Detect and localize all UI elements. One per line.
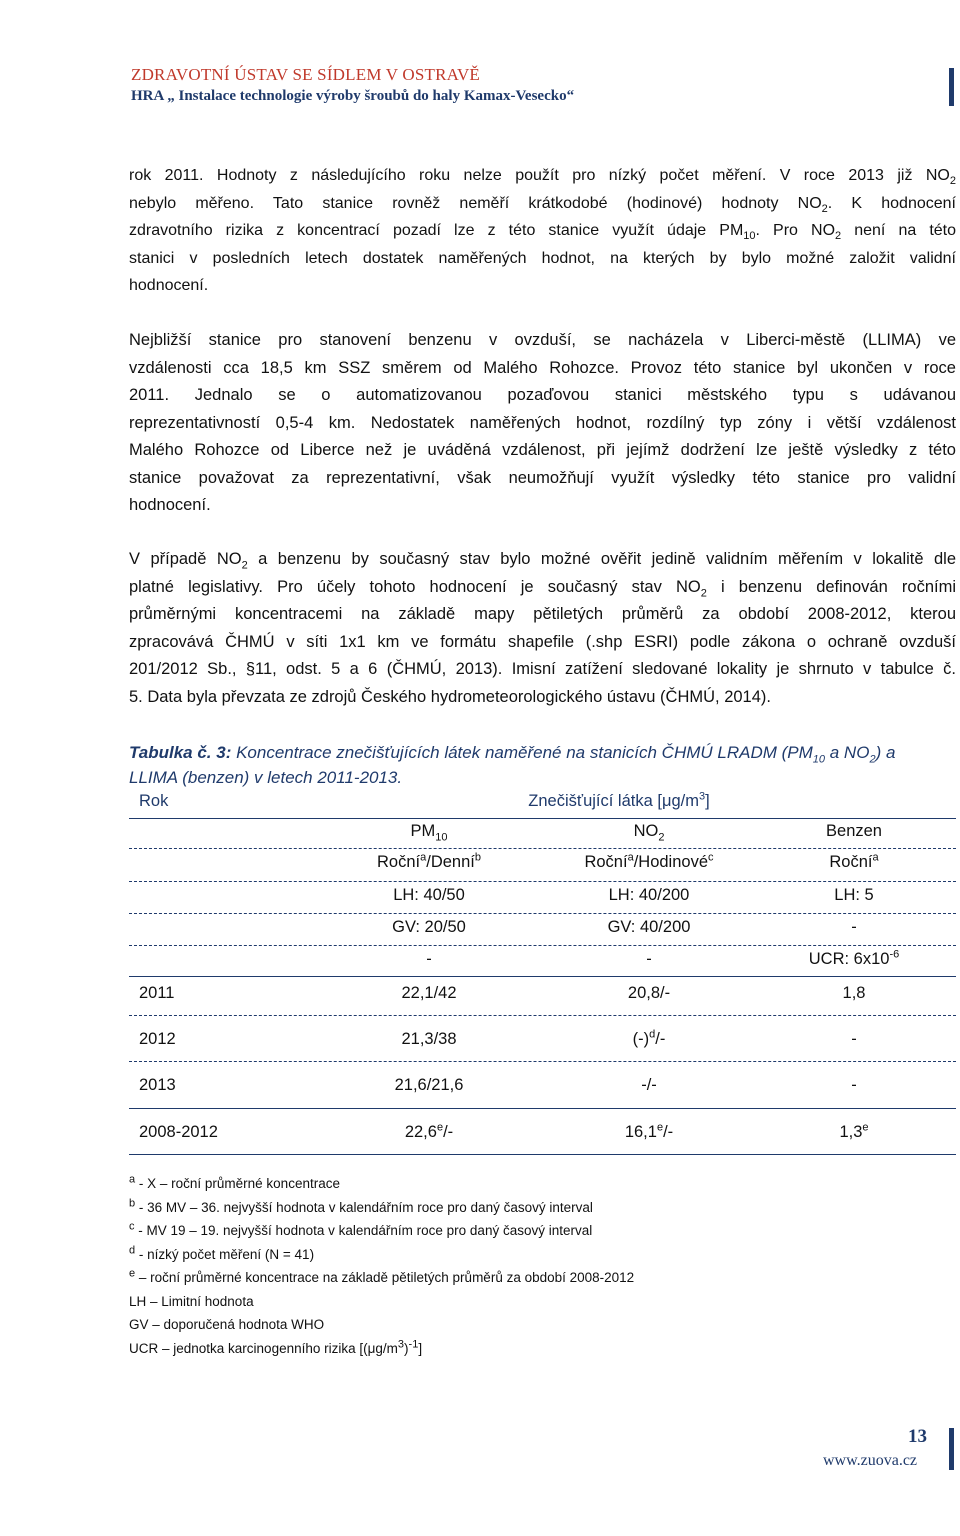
table-top-rule: [129, 818, 956, 819]
footnote-ucr: UCR – jednotka karcinogenního rizika $[(\mu g/m^3)^{-1}]$: [129, 1338, 423, 1356]
gv-no: GV: 40/200: [607, 918, 691, 936]
p2-line-6: stanice považovat za reprezentativní, však neumožňují využít výsledky této stanice pro validní: [129, 468, 956, 487]
col-pm10: $PM_{10}$: [410, 822, 448, 844]
year: 2012: [139, 1030, 176, 1048]
dash-5: [129, 1015, 956, 1016]
year: 2008-2012: [139, 1123, 218, 1141]
p2-line-7: hodnocení.: [129, 496, 211, 514]
benzen-value: -: [851, 1076, 857, 1094]
table-bottom-rule: [129, 1154, 956, 1155]
header-institute: ZDRAVOTNÍ ÚSTAV SE SÍDLEM V OSTRAVĚ: [131, 65, 481, 84]
table-interval-row: [129, 853, 956, 881]
dash-3: [129, 913, 956, 914]
table-row-2013: [129, 1076, 956, 1104]
p1-line-3: zdravotního rizika z koncentrací pozadí lze z této stanice využít údaje $PM_{10}$. Pro $NO_2$ není na této: [129, 222, 957, 243]
footnote-b: $^b$ - 36 MV – 36. nejvyšší hodnota v kalendářním roce pro daný časový interval: [129, 1197, 593, 1215]
p3-line-6: 5. Data byla převzata ze zdrojů Českého hydrometeorologického ústavu (ČHMÚ, 2014).: [129, 687, 771, 706]
p2-line-4: reprezentativností 0,5-4 km. Nedostatek naměřených hodnot, rozdílný typ zóny i větší vzdálenost: [129, 413, 956, 432]
dash-6: [129, 1061, 956, 1062]
lh-no: LH: 40/200: [608, 886, 690, 904]
year: 2011: [139, 984, 175, 1002]
benzen-value: 1,3e: [839, 1121, 869, 1141]
pm-value: 22,1/42: [401, 984, 457, 1002]
p3-line-3: průměrnými koncentracemi na základě mapy pětiletých průměrů za období 2008-2012, kterou: [129, 605, 956, 623]
paragraph-3: [129, 546, 956, 711]
footnote-e: $^e$ – roční průměrné koncentrace na základě pětiletých průměrů za období 2008-2012: [129, 1267, 635, 1285]
p3-line-5: 201/2012 Sb., §11, odst. 5 a 6 (ČHMÚ, 2013). Imisní zatížení sledované lokality je shrnuto v tabulce č.: [129, 660, 956, 678]
footer-accent-bar: [949, 1428, 954, 1470]
header-project: HRA „ Instalace technologie výroby šroubů do haly Kamax-Vesecko“: [131, 88, 575, 104]
benzen-interval: Roční$^a$: [829, 851, 879, 871]
pm-value: 21,3/38: [401, 1030, 457, 1048]
pm-value: 22,6e/-: [404, 1121, 454, 1141]
p1-line-1: rok 2011. Hodnoty z následujícího roku nelze použít pro nízký počet měření. V roce 2013 již $NO_2$: [129, 167, 956, 188]
footnote-d: $^d$ - nízký počet měření (N = 41): [129, 1244, 315, 1262]
ucr-benzen: UCR: $6x10^{-6}$: [808, 948, 900, 968]
pm-interval: Roční$^a$/Denní$^b$: [377, 851, 481, 871]
header-accent-bar: [949, 68, 954, 106]
table-caption: Tabulka č. 3: Koncentrace znečišťujících látek naměřené na stanicích ČHMÚ LRADM ($PM_{10}$ a $NO_2$) a LLIMA (benzen) v letech 2011-2013.: [129, 743, 896, 787]
header-pollutant: Znečišťující látka $[\mu g/m^3]$: [528, 790, 710, 810]
ucr-no: -: [646, 950, 652, 968]
table-lh-row: [129, 886, 956, 914]
table-gv-row: [129, 918, 956, 946]
paragraph-2: [129, 327, 956, 520]
dash-1: [129, 848, 956, 849]
p2-line-2: vzdálenosti cca 18,5 km SSZ směrem od Malého Rohozce. Provoz této stanice byl ukončen v roce: [129, 358, 956, 377]
col-benzen: Benzen: [826, 822, 882, 840]
no-value: $(-)^d/-$: [632, 1028, 666, 1048]
year: 2013: [139, 1076, 176, 1094]
footnote-gv: GV – doporučená hodnota WHO: [129, 1317, 325, 1332]
table-pre-last-rule: [129, 1108, 956, 1109]
no-value: 16,1e/-: [624, 1121, 674, 1141]
header-rok: Rok: [139, 792, 169, 810]
pm-value: 21,6/21,6: [394, 1076, 464, 1094]
gv-pm: GV: 20/50: [392, 918, 466, 936]
p2-line-3: 2011. Jednalo se o automatizovanou pozaďovou stanici městského typu s udávanou: [129, 386, 956, 404]
p1-line-4: stanici v posledních letech dostatek naměřených hodnot, na kterých by bylo možné založit validní: [129, 249, 956, 267]
footer-url: www.zuova.cz: [823, 1452, 918, 1469]
no-value: 20,8/-: [627, 984, 671, 1002]
footnote-lh: LH – Limitní hodnota: [129, 1293, 254, 1309]
col-no2: $NO_2$: [633, 822, 665, 844]
paragraph-1: [129, 162, 956, 300]
table-mid-rule: [129, 976, 956, 977]
no-value: -/-: [641, 1076, 657, 1094]
p3-line-2: platné legislativy. Pro účely tohoto hodnocení je současný stav $NO_2$ i benzenu definován ročními: [129, 577, 956, 599]
p3-line-4: zpracovává ČHMÚ v síti 1x1 km ve formátu shapefile (.shp ESRI) podle zákona o ochraně ovzduší: [129, 632, 956, 651]
table-row-2011: [129, 984, 956, 1012]
dash-4: [129, 945, 956, 946]
p1-line-5: hodnocení.: [129, 277, 209, 294]
benzen-value: -: [851, 1030, 857, 1048]
no-interval: Roční$^a$/Hodinové$^c$: [584, 851, 714, 871]
ucr-pm: -: [426, 950, 432, 968]
p3-line-1: V případě $NO_2$ a benzenu by současný stav bylo možné ověřit jedině validním měřením v lokalitě dle: [129, 550, 957, 572]
page-number: 13: [908, 1426, 927, 1447]
table-header-row: [129, 792, 956, 820]
p1-line-2: nebylo měřeno. Tato stanice rovněž neměří krátkodobé (hodinové) hodnoty $NO_2$. K hodnocení: [129, 194, 956, 215]
p2-line-1: Nejbližší stanice pro stanovení benzenu v ovzduší, se nacházela v Liberci-městě (LLIMA) ve: [129, 331, 956, 349]
footnote-c: $^c$ - MV 19 – 19. nejvyšší hodnota v kalendářním roce pro daný časový interval: [129, 1220, 593, 1238]
dash-2: [129, 881, 956, 882]
table-substance-row: [129, 822, 956, 850]
table-ucr-row: [129, 950, 956, 978]
table-row-2008-2012: [129, 1123, 956, 1151]
benzen-value: 1,8: [842, 984, 866, 1002]
gv-benzen: -: [851, 918, 857, 936]
table-row-2012: [129, 1030, 956, 1058]
table-footnotes: [129, 1172, 634, 1360]
lh-pm: LH: 40/50: [393, 886, 465, 904]
footnote-a: $^a$ - X – roční průměrné koncentrace: [129, 1173, 340, 1191]
p2-line-5: Malého Rohozce od Liberce než je uváděná vzdálenost, při jejímž dodržení lze ještě výsledky z této: [129, 441, 956, 459]
lh-benzen: LH: 5: [834, 886, 874, 904]
